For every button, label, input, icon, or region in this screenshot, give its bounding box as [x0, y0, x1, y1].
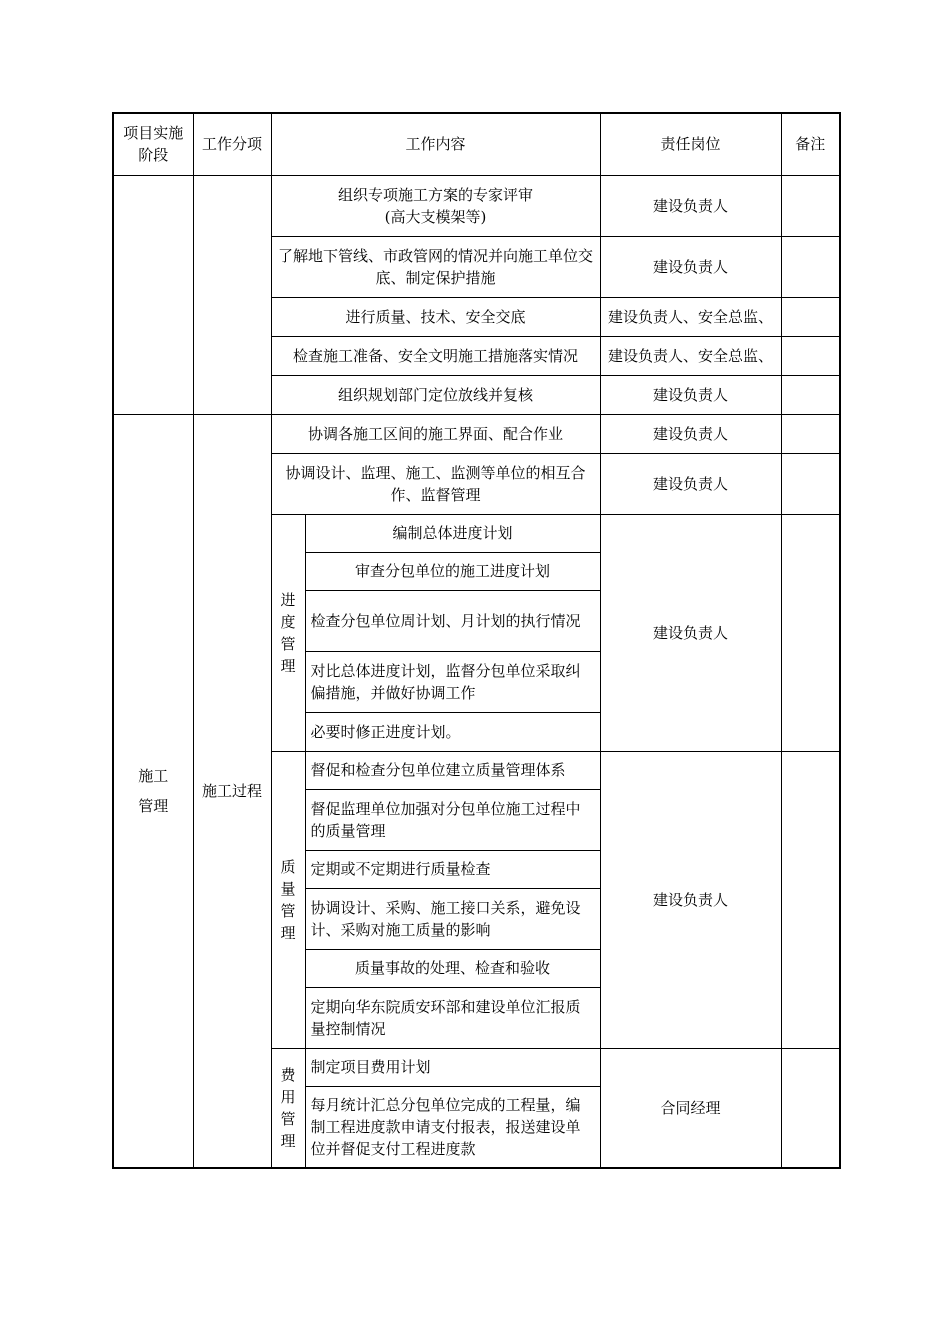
table-row: [113, 175, 840, 236]
item-cell-construction-process: 施工过程: [193, 414, 271, 1168]
content-cell: 审查分包单位的施工进度计划: [305, 552, 600, 590]
note-cell: [781, 297, 840, 336]
role-cell: 建设负责人: [600, 514, 781, 751]
header-role: 责任岗位: [600, 113, 781, 175]
content-cell: 协调各施工区间的施工界面、配合作业: [271, 414, 600, 453]
stage-cell-construction: 施工 管理: [113, 414, 193, 1168]
content-cell: 对比总体进度计划，监督分包单位采取纠偏措施，并做好协调工作: [305, 651, 600, 712]
content-cell: 了解地下管线、市政管网的情况并向施工单位交底、制定保护措施: [271, 236, 600, 297]
role-cell: 合同经理: [600, 1048, 781, 1168]
note-cell: [781, 514, 840, 751]
content-cell: 进行质量、技术、安全交底: [271, 297, 600, 336]
content-cell: 检查分包单位周计划、月计划的执行情况: [305, 590, 600, 651]
role-cell: 建设负责人、安全总监、: [600, 336, 781, 375]
header-row: [113, 113, 840, 175]
note-cell: [781, 375, 840, 414]
content-cell: 编制总体进度计划: [305, 514, 600, 552]
content-cell: 检查施工准备、安全文明施工措施落实情况: [271, 336, 600, 375]
note-cell: [781, 336, 840, 375]
content-cell: 每月统计汇总分包单位完成的工程量，编制工程进度款申请支付报表，报送建设单位并督促支付工程进度款: [305, 1086, 600, 1168]
content-cell: 组织专项施工方案的专家评审 (高大支模架等): [271, 175, 600, 236]
header-note: 备注: [781, 113, 840, 175]
quality-management-label: 质量管理: [271, 751, 305, 1048]
content-cell: 必要时修正进度计划。: [305, 712, 600, 751]
header-stage: 项目实施阶段: [113, 113, 193, 175]
role-cell: 建设负责人: [600, 175, 781, 236]
header-content: 工作内容: [271, 113, 600, 175]
content-cell: 协调设计、监理、施工、监测等单位的相互合作、监督管理: [271, 453, 600, 514]
content-cell: 协调设计、采购、施工接口关系，避免设计、采购对施工质量的影响: [305, 888, 600, 949]
role-cell: 建设负责人: [600, 375, 781, 414]
content-cell: 定期或不定期进行质量检查: [305, 850, 600, 888]
stage-cell-empty: [113, 175, 193, 414]
role-cell: 建设负责人: [600, 453, 781, 514]
content-cell: 督促和检查分包单位建立质量管理体系: [305, 751, 600, 789]
role-cell: 建设负责人: [600, 414, 781, 453]
responsibility-table: [112, 112, 841, 1169]
role-cell: 建设负责人: [600, 751, 781, 1048]
note-cell: [781, 1048, 840, 1168]
content-cell: 定期向华东院质安环部和建设单位汇报质量控制情况: [305, 987, 600, 1048]
item-cell-empty: [193, 175, 271, 414]
note-cell: [781, 236, 840, 297]
table-row: [113, 414, 840, 453]
note-cell: [781, 751, 840, 1048]
content-cell: 质量事故的处理、检查和验收: [305, 949, 600, 987]
content-cell: 制定项目费用计划: [305, 1048, 600, 1086]
note-cell: [781, 453, 840, 514]
note-cell: [781, 175, 840, 236]
content-cell: 组织规划部门定位放线并复核: [271, 375, 600, 414]
role-cell: 建设负责人、安全总监、: [600, 297, 781, 336]
content-cell: 督促监理单位加强对分包单位施工过程中的质量管理: [305, 789, 600, 850]
cost-management-label: 费用管理: [271, 1048, 305, 1168]
progress-management-label: 进度管理: [271, 514, 305, 751]
header-item: 工作分项: [193, 113, 271, 175]
note-cell: [781, 414, 840, 453]
role-cell: 建设负责人: [600, 236, 781, 297]
